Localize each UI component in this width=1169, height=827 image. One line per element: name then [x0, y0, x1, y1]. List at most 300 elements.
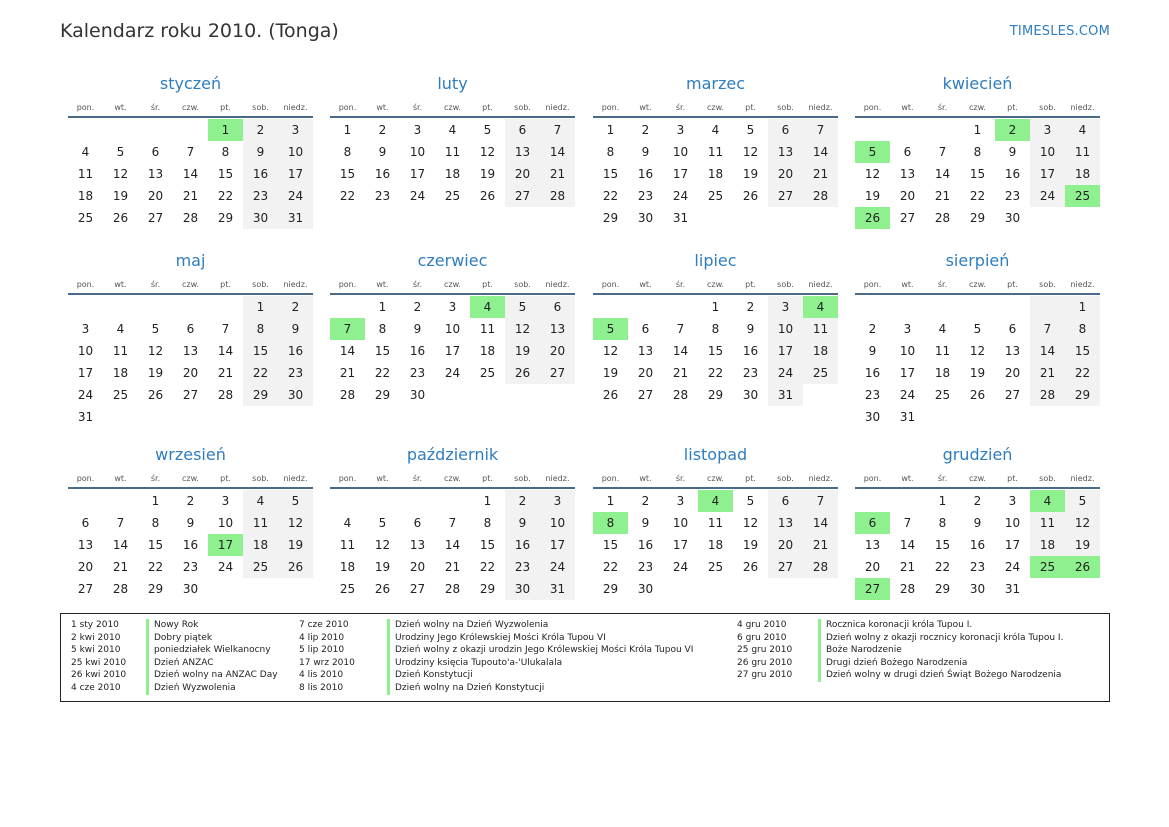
- day-cell: 7: [186, 145, 195, 159]
- legend-holiday-name: Urodziny księcia Tupouto'a-'Ulukalala: [395, 657, 563, 668]
- weekday-label: pon.: [76, 102, 95, 112]
- weekday-label: wt.: [639, 102, 652, 112]
- day-cell: 20: [768, 534, 803, 556]
- empty-day-cell: [733, 207, 768, 229]
- day-cell: 28: [899, 582, 916, 596]
- day-cell: 3: [221, 494, 230, 508]
- day-cell: 25: [479, 366, 496, 380]
- header-divider: [593, 116, 838, 118]
- day-cell: 18: [112, 366, 129, 380]
- day-cell: 12: [1065, 512, 1100, 534]
- day-cell: 19: [147, 366, 164, 380]
- day-cell: 21: [182, 189, 199, 203]
- day-cell: 31: [77, 410, 94, 424]
- day-cell: 26: [742, 560, 759, 574]
- weekday-label: czw.: [707, 279, 724, 289]
- weekday-header: [593, 98, 838, 116]
- day-cell: 25: [1065, 185, 1100, 207]
- day-cell: 30: [278, 384, 313, 406]
- day-cell: 18: [803, 340, 838, 362]
- day-cell: 2: [413, 300, 422, 314]
- day-grid: [855, 119, 1100, 229]
- day-cell: 1: [483, 494, 492, 508]
- day-cell: 29: [707, 388, 724, 402]
- day-cell: 13: [147, 167, 164, 181]
- day-cell: 13: [864, 538, 881, 552]
- weekday-label: pt.: [482, 102, 493, 112]
- day-cell: 6: [151, 145, 160, 159]
- month-name: listopad: [683, 445, 748, 464]
- day-cell: 8: [151, 516, 160, 530]
- day-cell: 12: [864, 167, 881, 181]
- legend-date: 27 gru 2010: [737, 670, 793, 681]
- day-cell: 1: [378, 300, 387, 314]
- legend-date: 25 gru 2010: [737, 645, 793, 656]
- day-cell: 14: [899, 538, 916, 552]
- weekday-label: pon.: [601, 473, 620, 483]
- day-cell: 7: [938, 145, 947, 159]
- day-cell: 17: [208, 534, 243, 556]
- day-cell: 10: [672, 145, 689, 159]
- weekday-label: niedz.: [283, 102, 308, 112]
- day-cell: 3: [1030, 119, 1065, 141]
- day-cell: 19: [1065, 534, 1100, 556]
- day-cell: 13: [182, 344, 199, 358]
- day-cell: 23: [374, 189, 391, 203]
- day-cell: 15: [969, 167, 986, 181]
- weekday-label: czw.: [182, 473, 199, 483]
- month-9: [68, 445, 313, 600]
- day-grid: [330, 119, 575, 207]
- day-cell: 27: [540, 362, 575, 384]
- weekday-label: niedz.: [808, 473, 833, 483]
- weekday-label: pon.: [863, 102, 882, 112]
- legend-holiday-name: Nowy Rok: [154, 620, 199, 630]
- day-cell: 4: [711, 123, 720, 137]
- day-cell: 2: [243, 119, 278, 141]
- empty-day-cell: [138, 119, 173, 141]
- day-cell: 2: [746, 300, 755, 314]
- day-cell: 22: [934, 560, 951, 574]
- day-cell: 3: [676, 123, 685, 137]
- day-cell: 7: [803, 119, 838, 141]
- day-cell: 27: [77, 582, 94, 596]
- day-cell: 29: [243, 384, 278, 406]
- day-cell: 9: [641, 145, 650, 159]
- day-cell: 6: [641, 322, 650, 336]
- day-cell: 24: [672, 560, 689, 574]
- day-cell: 17: [1004, 538, 1021, 552]
- day-cell: 10: [409, 145, 426, 159]
- day-cell: 19: [864, 189, 881, 203]
- day-cell: 25: [707, 560, 724, 574]
- day-cell: 21: [339, 366, 356, 380]
- empty-day-cell: [855, 296, 890, 318]
- empty-day-cell: [698, 578, 733, 600]
- day-cell: 9: [278, 318, 313, 340]
- day-cell: 8: [593, 512, 628, 534]
- day-cell: 26: [969, 388, 986, 402]
- day-cell: 5: [593, 318, 628, 340]
- month-1: [68, 74, 313, 229]
- weekday-label: czw.: [444, 279, 461, 289]
- day-cell: 4: [698, 490, 733, 512]
- weekday-label: czw.: [707, 102, 724, 112]
- day-cell: 31: [540, 578, 575, 600]
- day-cell: 24: [217, 560, 234, 574]
- weekday-label: pt.: [745, 473, 756, 483]
- day-cell: 6: [81, 516, 90, 530]
- day-grid: [68, 490, 313, 600]
- day-cell: 2: [868, 322, 877, 336]
- day-cell: 16: [374, 167, 391, 181]
- empty-day-cell: [138, 296, 173, 318]
- day-cell: 14: [803, 512, 838, 534]
- day-cell: 23: [742, 366, 759, 380]
- day-cell: 19: [112, 189, 129, 203]
- legend-holiday-name: Dzień wolny z okazji urodzin Jego Królewskiej Mości Króla Tupou VI: [395, 645, 694, 656]
- day-cell: 16: [637, 538, 654, 552]
- legend-date: 26 gru 2010: [737, 657, 793, 668]
- empty-day-cell: [803, 578, 838, 600]
- day-cell: 12: [969, 344, 986, 358]
- weekday-label: pt.: [220, 102, 231, 112]
- month-name: luty: [437, 74, 468, 93]
- day-cell: 18: [1030, 534, 1065, 556]
- day-cell: 16: [278, 340, 313, 362]
- day-grid: [68, 296, 313, 428]
- weekday-header: [855, 469, 1100, 487]
- day-cell: 22: [1065, 362, 1100, 384]
- day-cell: 4: [81, 145, 90, 159]
- header-divider: [68, 293, 313, 295]
- day-cell: 25: [77, 211, 94, 225]
- weekday-label: czw.: [707, 473, 724, 483]
- day-cell: 22: [217, 189, 234, 203]
- day-cell: 15: [243, 340, 278, 362]
- weekday-label: śr.: [150, 279, 161, 289]
- empty-day-cell: [960, 406, 995, 428]
- day-cell: 22: [339, 189, 356, 203]
- day-cell: 28: [934, 211, 951, 225]
- day-cell: 2: [505, 490, 540, 512]
- legend-holiday-name: Dzień wolny w drugi dzień Świąt Bożego Narodzenia: [826, 670, 1062, 681]
- day-cell: 14: [112, 538, 129, 552]
- empty-day-cell: [663, 296, 698, 318]
- month-12: [855, 445, 1100, 600]
- legend-date: 4 lip 2010: [299, 632, 345, 643]
- weekday-label: sob.: [1039, 473, 1056, 483]
- day-cell: 13: [505, 141, 540, 163]
- day-cell: 28: [803, 556, 838, 578]
- day-cell: 21: [803, 534, 838, 556]
- legend-date: 5 kwi 2010: [71, 645, 121, 656]
- day-cell: 16: [969, 538, 986, 552]
- empty-day-cell: [855, 119, 890, 141]
- day-cell: 11: [479, 322, 496, 336]
- day-cell: 4: [803, 296, 838, 318]
- day-cell: 6: [855, 512, 890, 534]
- day-cell: 10: [278, 141, 313, 163]
- day-cell: 4: [116, 322, 125, 336]
- day-cell: 6: [540, 296, 575, 318]
- day-cell: 31: [899, 410, 916, 424]
- legend-holiday-name: Dzień ANZAC: [154, 657, 214, 668]
- day-cell: 27: [505, 185, 540, 207]
- day-cell: 5: [151, 322, 160, 336]
- day-cell: 7: [803, 490, 838, 512]
- day-cell: 11: [707, 145, 724, 159]
- weekday-label: wt.: [376, 279, 389, 289]
- day-cell: 31: [672, 211, 689, 225]
- holiday-legend: [60, 613, 1110, 702]
- day-cell: 5: [278, 490, 313, 512]
- day-grid: [855, 296, 1100, 428]
- day-cell: 10: [899, 344, 916, 358]
- header-divider: [593, 293, 838, 295]
- weekday-label: wt.: [639, 279, 652, 289]
- day-cell: 23: [278, 362, 313, 384]
- day-cell: 11: [243, 512, 278, 534]
- month-name: lipiec: [694, 251, 737, 270]
- month-name: wrzesień: [155, 445, 226, 464]
- day-cell: 3: [1008, 494, 1017, 508]
- day-cell: 29: [602, 211, 619, 225]
- weekday-label: pon.: [338, 279, 357, 289]
- day-cell: 24: [444, 366, 461, 380]
- day-cell: 3: [540, 490, 575, 512]
- weekday-label: pon.: [601, 279, 620, 289]
- day-cell: 14: [803, 141, 838, 163]
- day-cell: 21: [112, 560, 129, 574]
- legend-holiday-name: Dobry piątek: [154, 632, 213, 643]
- day-cell: 23: [637, 560, 654, 574]
- header-divider: [593, 487, 838, 489]
- legend-date: 6 gru 2010: [737, 632, 787, 643]
- day-cell: 31: [278, 207, 313, 229]
- empty-day-cell: [330, 490, 365, 512]
- day-cell: 9: [1008, 145, 1017, 159]
- day-cell: 10: [444, 322, 461, 336]
- empty-day-cell: [803, 207, 838, 229]
- day-cell: 5: [746, 123, 755, 137]
- day-cell: 2: [278, 296, 313, 318]
- day-cell: 19: [278, 534, 313, 556]
- day-cell: 5: [1065, 490, 1100, 512]
- empty-day-cell: [103, 490, 138, 512]
- empty-day-cell: [1030, 578, 1065, 600]
- day-cell: 6: [903, 145, 912, 159]
- legend-dates-col-2: [299, 619, 355, 695]
- day-cell: 18: [1065, 163, 1100, 185]
- day-cell: 25: [1030, 556, 1065, 578]
- day-cell: 4: [1030, 490, 1065, 512]
- day-cell: 9: [378, 145, 387, 159]
- day-cell: 13: [1004, 344, 1021, 358]
- day-cell: 28: [339, 388, 356, 402]
- weekday-header: [593, 275, 838, 293]
- day-cell: 12: [742, 145, 759, 159]
- day-cell: 4: [470, 296, 505, 318]
- day-cell: 21: [934, 189, 951, 203]
- header-divider: [855, 293, 1100, 295]
- day-cell: 24: [1030, 185, 1065, 207]
- weekday-label: niedz.: [1070, 102, 1095, 112]
- day-cell: 23: [409, 366, 426, 380]
- month-name: maj: [175, 251, 206, 270]
- day-cell: 10: [77, 344, 94, 358]
- weekday-header: [68, 98, 313, 116]
- day-cell: 25: [243, 556, 278, 578]
- empty-day-cell: [1065, 207, 1100, 229]
- weekday-label: sob.: [1039, 279, 1056, 289]
- day-cell: 15: [479, 538, 496, 552]
- day-cell: 15: [339, 167, 356, 181]
- day-cell: 18: [707, 167, 724, 181]
- weekday-label: śr.: [150, 102, 161, 112]
- day-cell: 8: [221, 145, 230, 159]
- month-7: [593, 251, 838, 406]
- day-cell: 1: [1065, 296, 1100, 318]
- day-cell: 25: [707, 189, 724, 203]
- day-cell: 10: [1004, 516, 1021, 530]
- day-cell: 20: [77, 560, 94, 574]
- legend-names-col-3: [818, 619, 1063, 682]
- day-cell: 18: [243, 534, 278, 556]
- empty-day-cell: [1030, 207, 1065, 229]
- weekday-header: [855, 98, 1100, 116]
- day-cell: 20: [768, 163, 803, 185]
- day-cell: 23: [637, 189, 654, 203]
- day-cell: 21: [672, 366, 689, 380]
- day-cell: 5: [378, 516, 387, 530]
- day-cell: 20: [409, 560, 426, 574]
- day-cell: 28: [672, 388, 689, 402]
- day-cell: 1: [606, 494, 615, 508]
- month-6: [330, 251, 575, 406]
- weekday-label: niedz.: [283, 473, 308, 483]
- day-cell: 6: [768, 490, 803, 512]
- day-cell: 23: [1004, 189, 1021, 203]
- day-cell: 19: [742, 538, 759, 552]
- empty-day-cell: [365, 490, 400, 512]
- day-cell: 1: [208, 119, 243, 141]
- site-brand-link[interactable]: TIMESLES.COM: [1009, 24, 1110, 39]
- day-cell: 21: [899, 560, 916, 574]
- day-cell: 30: [182, 582, 199, 596]
- empty-day-cell: [628, 296, 663, 318]
- weekday-label: niedz.: [545, 279, 570, 289]
- day-cell: 7: [221, 322, 230, 336]
- weekday-label: czw.: [444, 473, 461, 483]
- legend-names-col-2: [387, 619, 693, 695]
- day-cell: 22: [707, 366, 724, 380]
- day-cell: 21: [217, 366, 234, 380]
- day-cell: 10: [768, 318, 803, 340]
- weekday-header: [330, 98, 575, 116]
- weekday-label: śr.: [412, 279, 423, 289]
- day-cell: 17: [1030, 163, 1065, 185]
- weekday-label: pt.: [1007, 279, 1018, 289]
- day-cell: 11: [934, 344, 951, 358]
- legend-holiday-name: Urodziny Jego Królewskiej Mości Króla Tupou VI: [395, 632, 606, 643]
- empty-day-cell: [138, 406, 173, 428]
- day-cell: 26: [479, 189, 496, 203]
- day-cell: 2: [973, 494, 982, 508]
- day-cell: 13: [899, 167, 916, 181]
- weekday-label: wt.: [376, 473, 389, 483]
- weekday-label: wt.: [114, 279, 127, 289]
- empty-day-cell: [803, 384, 838, 406]
- day-cell: 11: [339, 538, 356, 552]
- empty-day-cell: [173, 119, 208, 141]
- legend-holiday-name: Dzień wolny na ANZAC Day: [154, 670, 278, 681]
- day-cell: 20: [540, 340, 575, 362]
- day-cell: 25: [803, 362, 838, 384]
- day-cell: 29: [217, 211, 234, 225]
- day-grid: [855, 490, 1100, 600]
- month-name: kwiecień: [942, 74, 1013, 93]
- empty-day-cell: [278, 578, 313, 600]
- weekday-label: niedz.: [808, 102, 833, 112]
- day-cell: 20: [505, 163, 540, 185]
- weekday-label: pon.: [863, 279, 882, 289]
- day-cell: 22: [602, 560, 619, 574]
- day-cell: 18: [934, 366, 951, 380]
- day-cell: 30: [505, 578, 540, 600]
- day-cell: 30: [742, 388, 759, 402]
- weekday-label: śr.: [675, 473, 686, 483]
- weekday-label: czw.: [969, 473, 986, 483]
- empty-day-cell: [1030, 406, 1065, 428]
- weekday-label: wt.: [639, 473, 652, 483]
- day-cell: 1: [711, 300, 720, 314]
- day-cell: 28: [217, 388, 234, 402]
- day-cell: 12: [602, 344, 619, 358]
- day-cell: 23: [243, 185, 278, 207]
- day-cell: 13: [409, 538, 426, 552]
- month-2: [330, 74, 575, 207]
- empty-day-cell: [173, 406, 208, 428]
- day-cell: 9: [186, 516, 195, 530]
- day-cell: 22: [969, 189, 986, 203]
- legend-date: 17 wrz 2010: [299, 657, 355, 668]
- day-cell: 12: [742, 516, 759, 530]
- day-cell: 6: [768, 119, 803, 141]
- weekday-label: sob.: [777, 473, 794, 483]
- weekday-label: pon.: [338, 102, 357, 112]
- day-cell: 30: [409, 388, 426, 402]
- day-cell: 15: [1065, 340, 1100, 362]
- weekday-label: wt.: [901, 279, 914, 289]
- day-cell: 16: [1004, 167, 1021, 181]
- day-cell: 29: [602, 582, 619, 596]
- day-cell: 17: [540, 534, 575, 556]
- empty-day-cell: [995, 296, 1030, 318]
- day-cell: 7: [676, 322, 685, 336]
- legend-holiday-name: Dzień wolny z okazji rocznicy koronacji króla Tupou I.: [826, 632, 1064, 643]
- legend-date: 2 kwi 2010: [71, 632, 121, 643]
- day-cell: 4: [243, 490, 278, 512]
- day-cell: 14: [339, 344, 356, 358]
- day-cell: 8: [378, 322, 387, 336]
- day-cell: 22: [479, 560, 496, 574]
- day-cell: 19: [479, 167, 496, 181]
- day-cell: 1: [343, 123, 352, 137]
- day-cell: 14: [540, 141, 575, 163]
- day-cell: 28: [1030, 384, 1065, 406]
- day-cell: 10: [217, 516, 234, 530]
